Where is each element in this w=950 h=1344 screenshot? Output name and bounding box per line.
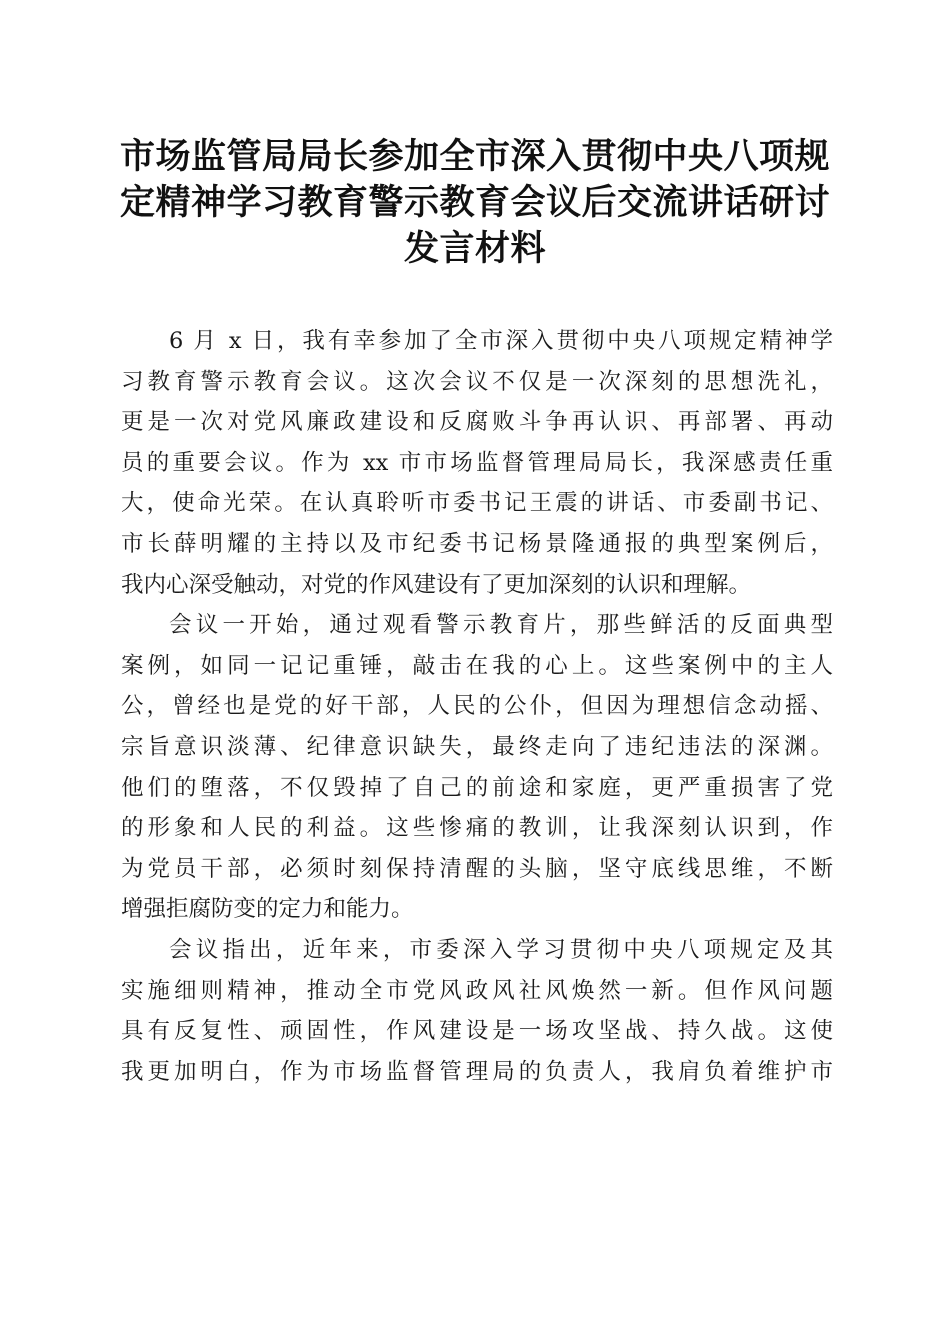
paragraph-line: 实施细则精神，推动全市党风政风社风焕然一新。但作风问题 <box>121 977 833 1004</box>
paragraph-line: 大，使命光荣。在认真聆听市委书记王震的讲话、市委副书记、 <box>121 490 833 517</box>
paragraph-line: 6 月 x 日，我有幸参加了全市深入贯彻中央八项规定精神学 <box>169 328 833 354</box>
paragraph-line: 我更加明白，作为市场监督管理局的负责人，我肩负着维护市 <box>121 1058 833 1085</box>
paragraph-line: 更是一次对党风廉政建设和反腐败斗争再认识、再部署、再动 <box>121 409 833 436</box>
title-line-2: 定精神学习教育警示教育会议后交流讲话研讨 <box>119 182 830 223</box>
paragraph-line: 的形象和人民的利益。这些惨痛的教训，让我深刻认识到，作 <box>121 815 833 842</box>
document-body <box>121 321 833 1092</box>
paragraph-line: 会议指出，近年来，市委深入学习贯彻中央八项规定及其 <box>169 936 833 963</box>
paragraph-1 <box>121 321 833 605</box>
title-line-1: 市场监管局局长参加全市深入贯彻中央八项规 <box>119 136 830 177</box>
paragraph-line: 公，曾经也是党的好干部，人民的公仆，但因为理想信念动摇、 <box>121 693 833 720</box>
paragraph-line: 习教育警示教育会议。这次会议不仅是一次深刻的思想洗礼， <box>121 368 833 395</box>
paragraph-3 <box>121 930 833 1092</box>
paragraph-line: 增强拒腐防变的定力和能力。 <box>121 896 414 923</box>
paragraph-line: 市长薛明耀的主持以及市纪委书记杨景隆通报的典型案例后， <box>121 530 833 557</box>
paragraph-line: 我内心深受触动，对党的作风建设有了更加深刻的认识和理解。 <box>121 571 752 598</box>
paragraph-2 <box>121 605 833 930</box>
title-line-3: 发言材料 <box>403 228 546 269</box>
paragraph-line: 他们的堕落，不仅毁掉了自己的前途和家庭，更严重损害了党 <box>121 774 833 801</box>
paragraph-line: 具有反复性、顽固性，作风建设是一场攻坚战、持久战。这使 <box>121 1018 833 1045</box>
paragraph-line: 案例，如同一记记重锤，敲击在我的心上。这些案例中的主人 <box>121 652 833 679</box>
paragraph-line: 会议一开始，通过观看警示教育片，那些鲜活的反面典型 <box>169 612 833 639</box>
paragraph-line: 员的重要会议。作为 xx 市市场监督管理局局长，我深感责任重 <box>121 449 833 476</box>
paragraph-line: 宗旨意识淡薄、纪律意识缺失，最终走向了违纪违法的深渊。 <box>121 733 833 760</box>
paragraph-line: 为党员干部，必须时刻保持清醒的头脑，坚守底线思维，不断 <box>121 855 833 882</box>
document-title <box>110 134 840 272</box>
